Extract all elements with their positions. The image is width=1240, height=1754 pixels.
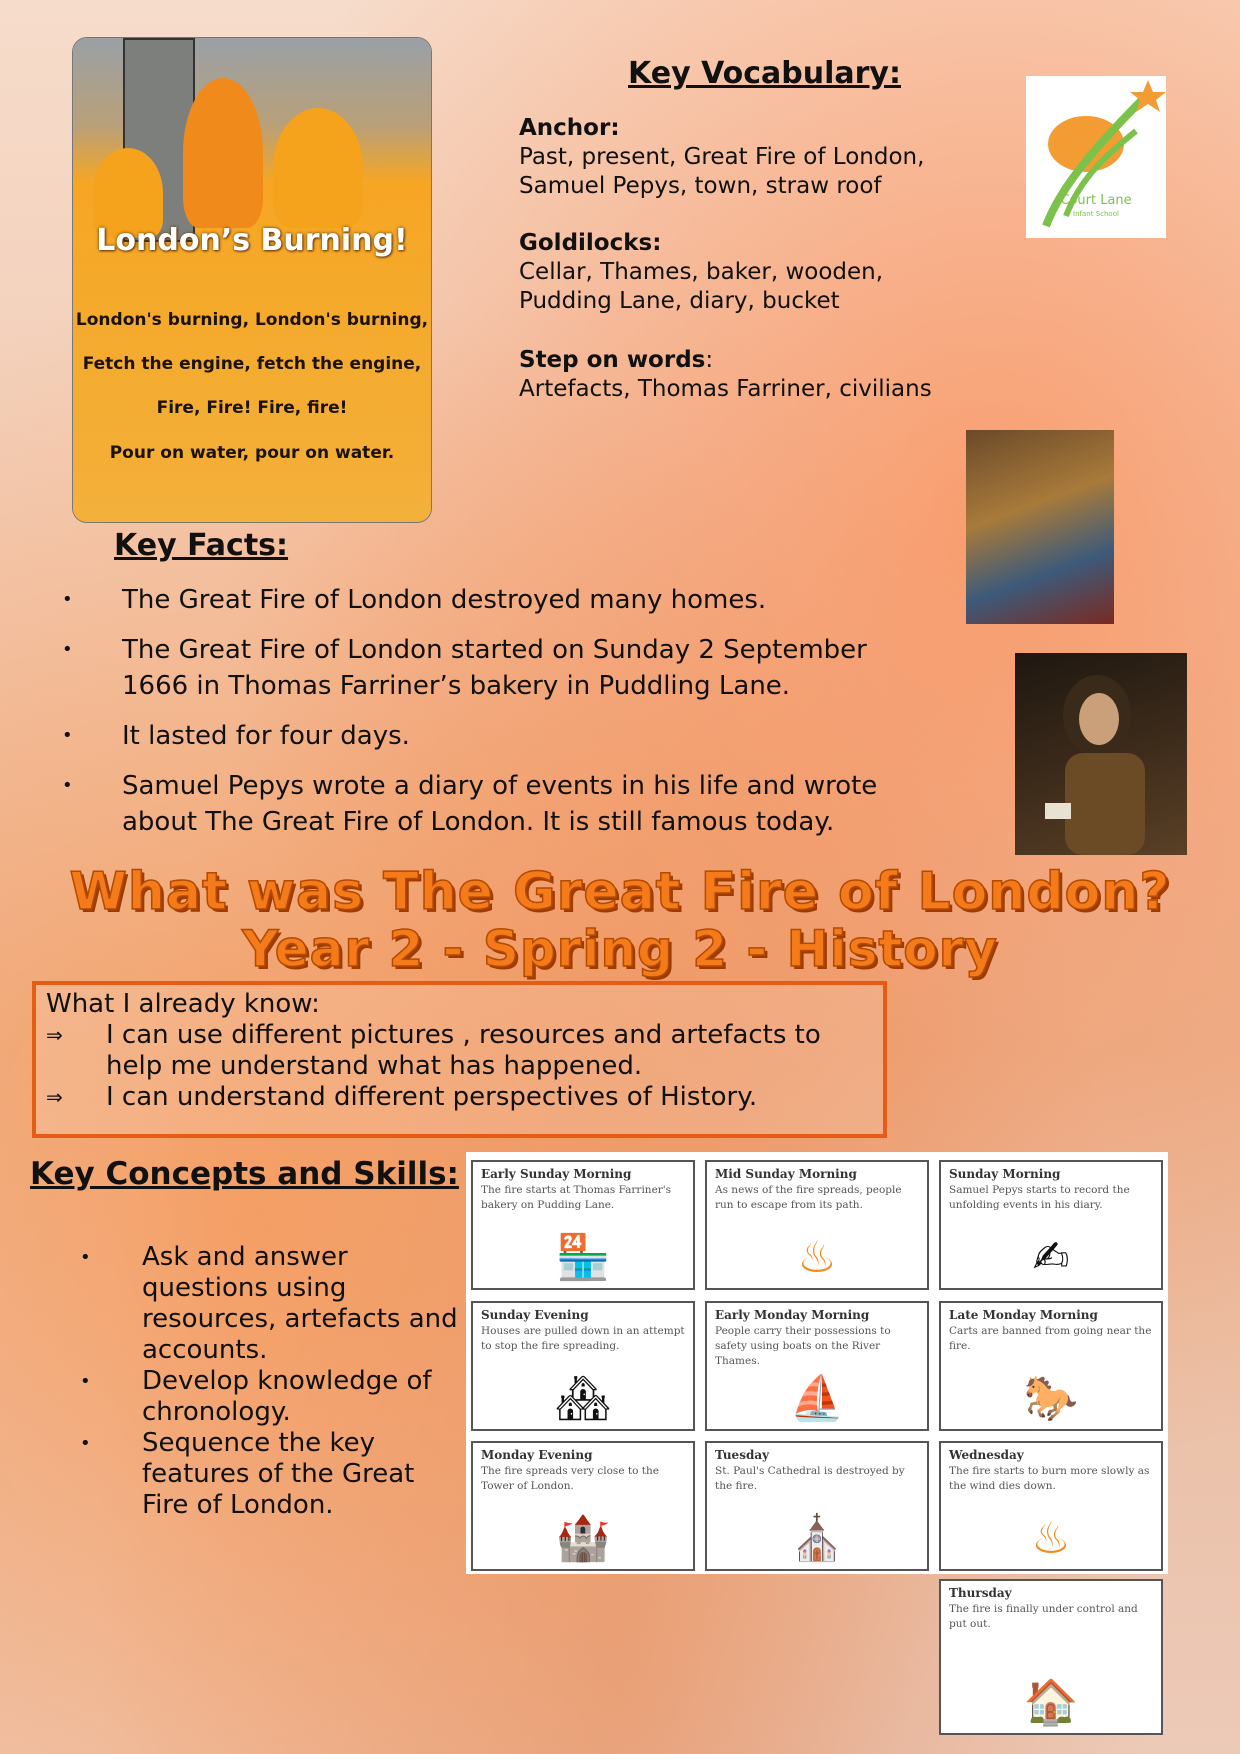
pepys-icon: ✍ (1032, 1232, 1070, 1283)
timeline-card (705, 1160, 929, 1290)
prior-knowledge-title: What I already know: (46, 989, 320, 1019)
card-text: St. Paul's Cathedral is destroyed by the fire. (715, 1465, 905, 1492)
timeline-card (939, 1301, 1163, 1431)
prior-knowledge-text: I can use different pictures , resources and artefacts to help me understand what has happened. (106, 1020, 821, 1081)
card-text: Samuel Pepys starts to record the unfolding events in his diary. (949, 1184, 1130, 1211)
timeline-card (705, 1301, 929, 1431)
timeline-card (471, 1160, 695, 1290)
card-title: Mid Sunday Morning (715, 1167, 857, 1181)
samuel-pepys-portrait (1015, 653, 1187, 855)
fact-item: • The Great Fire of London started on Sunday 2 September 1666 in Thomas Farriner’s bakery in Puddling Lane. (60, 632, 922, 704)
boat-icon: ⛵ (789, 1373, 845, 1424)
step-on-colon: : (705, 347, 714, 373)
poster-line: Pour on water, pour on water. (109, 443, 395, 463)
tower-icon: 🏰 (555, 1513, 611, 1564)
goldilocks-section (519, 229, 883, 316)
portrait-figure (1015, 653, 1187, 855)
horse-cart-icon: 🐎 (1023, 1373, 1079, 1424)
vocabulary-title: Key Vocabulary: (628, 56, 901, 91)
prior-knowledge-text: I can understand different perspectives of History. (106, 1082, 758, 1112)
concept-item: • Develop knowledge of chronology. (80, 1366, 460, 1428)
arrow-icon: ⇒ (46, 1023, 63, 1047)
goldilocks-label: Goldilocks: (519, 230, 662, 256)
key-facts-list (60, 582, 940, 854)
card-text: As news of the fire spreads, people run to escape from its path. (715, 1184, 902, 1211)
card-text: The fire starts at Thomas Farriner's bakery on Pudding Lane. (481, 1184, 672, 1211)
anchor-label: Anchor: (519, 115, 620, 141)
poster-line: Fire, Fire! Fire, fire! (156, 398, 348, 418)
flames-icon: ♨ (797, 1232, 837, 1283)
poster-title: London’s Burning! (96, 223, 408, 258)
card-title: Early Sunday Morning (481, 1167, 632, 1181)
prior-knowledge-box (32, 981, 887, 1138)
prior-knowledge-item (46, 1020, 873, 1082)
poster-line: Fetch the engine, fetch the engine, (82, 354, 422, 374)
card-title: Early Monday Morning (715, 1308, 870, 1322)
card-text: Houses are pulled down in an attempt to stop the fire spreading. (481, 1325, 685, 1352)
card-title: Tuesday (715, 1448, 770, 1462)
fact-item: • The Great Fire of London destroyed many homes. (60, 582, 940, 618)
fact-item: • It lasted for four days. (60, 718, 940, 754)
svg-text:Infant School: Infant School (1073, 210, 1119, 218)
anchor-words: Past, present, Great Fire of London, (519, 144, 925, 170)
card-title: Wednesday (949, 1448, 1024, 1462)
timeline-card (939, 1441, 1163, 1571)
card-title: Sunday Evening (481, 1308, 589, 1322)
school-logo (1026, 76, 1166, 238)
card-text: The fire spreads very close to the Tower of London. (481, 1465, 659, 1492)
poster-line: London's burning, London's burning, (75, 310, 429, 330)
step-on-words: Artefacts, Thomas Farriner, civilians (519, 376, 932, 402)
concept-item: • Ask and answer questions using resources, artefacts and accounts. (80, 1242, 460, 1366)
key-concepts-title: Key Concepts and Skills: (30, 1156, 459, 1192)
card-title: Sunday Morning (949, 1167, 1061, 1181)
key-facts-title: Key Facts: (114, 528, 289, 563)
burning-houses-icon: 🏘 (555, 1373, 611, 1424)
flame-illustration (273, 108, 363, 228)
sub-heading: Year 2 - Spring 2 - History (242, 920, 998, 978)
tudor-house-icon: 🏠 (1023, 1677, 1079, 1728)
timeline-card (471, 1301, 695, 1431)
londons-burning-poster (73, 38, 431, 522)
card-title: Monday Evening (481, 1448, 593, 1462)
cathedral-icon: ⛪ (789, 1513, 845, 1564)
anchor-section (519, 114, 924, 201)
fact-item: • Samuel Pepys wrote a diary of events in his life and wrote about The Great Fire of London. It is still famous today. (60, 768, 932, 840)
fire-scene-painting (966, 430, 1114, 624)
step-on-label: Step on words (519, 347, 706, 373)
card-title: Thursday (949, 1586, 1012, 1600)
court-lane-logo-icon (1026, 76, 1166, 238)
flame-illustration (183, 78, 263, 228)
prior-knowledge-item (46, 1082, 873, 1113)
key-concepts-list (80, 1242, 460, 1521)
bakery-icon: 🏪 (555, 1232, 611, 1283)
card-title: Late Monday Morning (949, 1308, 1098, 1322)
card-text: People carry their possessions to safety using boats on the River Thames. (715, 1325, 891, 1367)
anchor-words: Samuel Pepys, town, straw roof (519, 173, 882, 199)
concept-item: • Sequence the key features of the Great Fire of London. (80, 1428, 460, 1521)
goldilocks-words: Pudding Lane, diary, bucket (519, 288, 840, 314)
step-on-section (519, 346, 932, 404)
timeline-card (705, 1441, 929, 1571)
main-heading: What was The Great Fire of London? (69, 862, 1171, 922)
timeline-card (471, 1441, 695, 1571)
timeline-card (939, 1160, 1163, 1290)
card-text: The fire starts to burn more slowly as the wind dies down. (949, 1465, 1150, 1492)
svg-text:Court Lane: Court Lane (1060, 193, 1132, 208)
timeline-card (939, 1579, 1163, 1735)
goldilocks-words: Cellar, Thames, baker, wooden, (519, 259, 884, 285)
flame-icon: ♨ (1031, 1513, 1071, 1564)
arrow-icon: ⇒ (46, 1085, 63, 1109)
card-text: Carts are banned from going near the fire. (949, 1325, 1152, 1352)
card-text: The fire is finally under control and put out. (949, 1603, 1138, 1630)
